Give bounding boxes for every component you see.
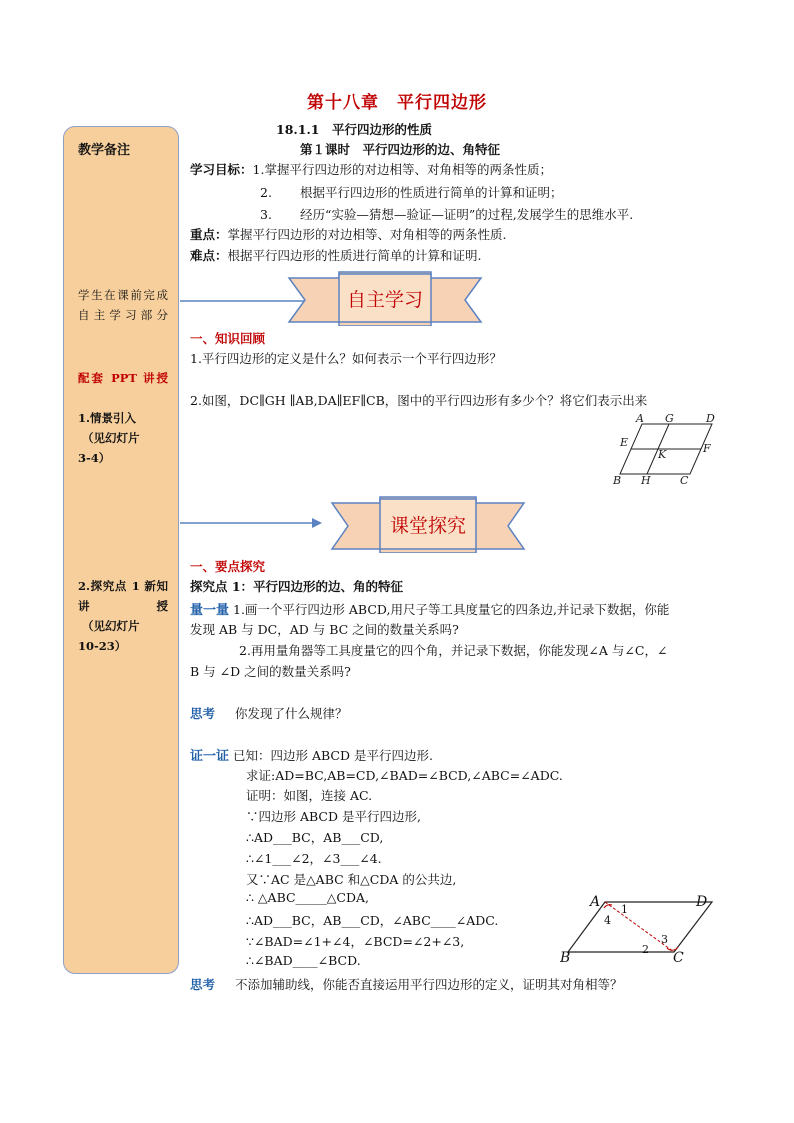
chapter-title: 第十八章 平行四边形 [307, 93, 487, 113]
proof-line-7: ∴AD___BC，AB___CD，∠ABC____∠ADC. [246, 913, 499, 928]
fig1-label-a: A [636, 412, 644, 425]
fig1-label-g: G [665, 412, 674, 425]
think-1: 思考 你发现了什么规律？ [190, 706, 348, 721]
goals-line-1: 学习目标：1.掌握平行四边形的对边相等、对角相等的两条性质； [190, 162, 552, 177]
sidebar-note-explore-slides: 10-23） [78, 639, 127, 653]
proof-line-0: 求证:AD=BC,AB=CD,∠BAD=∠BCD,∠ABC=∠ADC. [246, 768, 563, 783]
difficulty: 难点：根据平行四边形的性质进行简单的计算和证明. [190, 248, 482, 263]
measure-line-2: 2.再用量角器等工具度量它的四个角，并记录下数据，你能发现∠A 与∠C，∠ [239, 643, 668, 658]
proof-line-3: ∴AD___BC，AB___CD, [246, 830, 384, 845]
fig1-label-f: F [703, 442, 711, 455]
fig2-angle-2: 2 [642, 943, 649, 956]
sidebar-note-intro-slides: 3-4） [78, 451, 111, 465]
fig1-label-e: E [620, 436, 629, 449]
sidebar-note-preview: 学生在课前完成自主学习部分 [78, 288, 168, 322]
fig1-label-c: C [680, 474, 689, 487]
goals-line-2: 2. 根据平行四边形的性质进行简单的计算和证明； [260, 185, 563, 200]
proof-line-6: ∴ △ABC_____△CDA, [246, 890, 369, 905]
explore-point-1: 探究点 1：平行四边形的边、角的特征 [190, 579, 404, 594]
sidebar-note-explore-ref: （见幻灯片 [82, 619, 140, 633]
prove-known: 证一证 已知：四边形 ABCD 是平行四边形. [190, 748, 433, 764]
sidebar-note-intro-ref: （见幻灯片 [82, 431, 140, 445]
proof-line-4: ∴∠1___∠2，∠3___∠4. [246, 851, 382, 866]
measure-line-2b: B 与 ∠D 之间的数量关系吗? [190, 664, 351, 679]
section-title: 18.1.1 平行四边形的性质 [276, 122, 432, 137]
sidebar-header: 教学备注 [78, 143, 131, 158]
explore-heading: 一、要点探究 [190, 559, 266, 574]
fig2-label-a: A [590, 894, 601, 910]
proof-line-1: 证明：如图，连接 AC. [246, 788, 373, 803]
lesson-title: 第１课时 平行四边形的边、角特征 [300, 142, 501, 157]
proof-line-5: 又∵AC 是△ABC 和△CDA 的公共边, [246, 872, 457, 887]
sidebar-note-ppt: 配套 PPT 讲授 [78, 371, 168, 385]
goals-line-3: 3. 经历“实验—猜想—验证—证明”的过程,发展学生的思维水平. [260, 207, 634, 222]
fig1-label-h: H [641, 474, 651, 487]
fig2-label-b: B [560, 950, 571, 966]
self-study-label: 自主学习 [346, 288, 423, 311]
review-heading: 一、知识回顾 [190, 331, 266, 346]
key-point: 重点：掌握平行四边形的对边相等、对角相等的两条性质. [190, 227, 507, 242]
measure-line-1: 量一量 1.画一个平行四边形 ABCD,用尺子等工具度量它的四条边,并记录下数据，你能 [190, 602, 670, 618]
sidebar-note-intro: 1.情景引入 [78, 411, 137, 425]
parallelogram-abcd-figure [560, 890, 720, 966]
classroom-label: 课堂探究 [389, 514, 466, 537]
proof-line-2: ∵四边形 ABCD 是平行四边形, [246, 809, 421, 824]
fig2-angle-4: 4 [604, 914, 611, 927]
fig2-angle-3: 3 [661, 933, 668, 946]
self-study-banner [287, 270, 483, 326]
sidebar-note-explore: 2.探究点 1 新知讲授 [78, 579, 168, 613]
review-question-2: 2.如图，DC∥GH ∥AB,DA∥EF∥CB，图中的平行四边形有多少个？将它们表示出来 [190, 393, 648, 408]
fig1-label-d: D [706, 412, 715, 425]
fig1-label-b: B [613, 474, 622, 487]
review-question-1: 1.平行四边形的定义是什么？如何表示一个平行四边形？ [190, 351, 502, 366]
think-2: 思考 不添加辅助线，你能否直接运用平行四边形的定义，证明其对角相等？ [190, 977, 623, 992]
teaching-notes-sidebar [63, 126, 179, 974]
proof-line-9: ∴∠BAD____∠BCD. [246, 953, 361, 968]
fig2-label-c: C [673, 950, 684, 966]
classroom-banner [330, 495, 526, 553]
arrow-to-classroom [178, 515, 328, 531]
fig2-label-d: D [696, 894, 708, 910]
proof-line-8: ∵∠BAD=∠1+∠4，∠BCD=∠2+∠3, [246, 934, 465, 949]
parallelogram-grid-figure [608, 412, 726, 488]
fig1-label-k: K [658, 448, 667, 461]
fig2-angle-1: 1 [621, 903, 628, 916]
measure-line-1b: 发现 AB 与 DC，AD 与 BC 之间的数量关系吗? [190, 622, 459, 637]
